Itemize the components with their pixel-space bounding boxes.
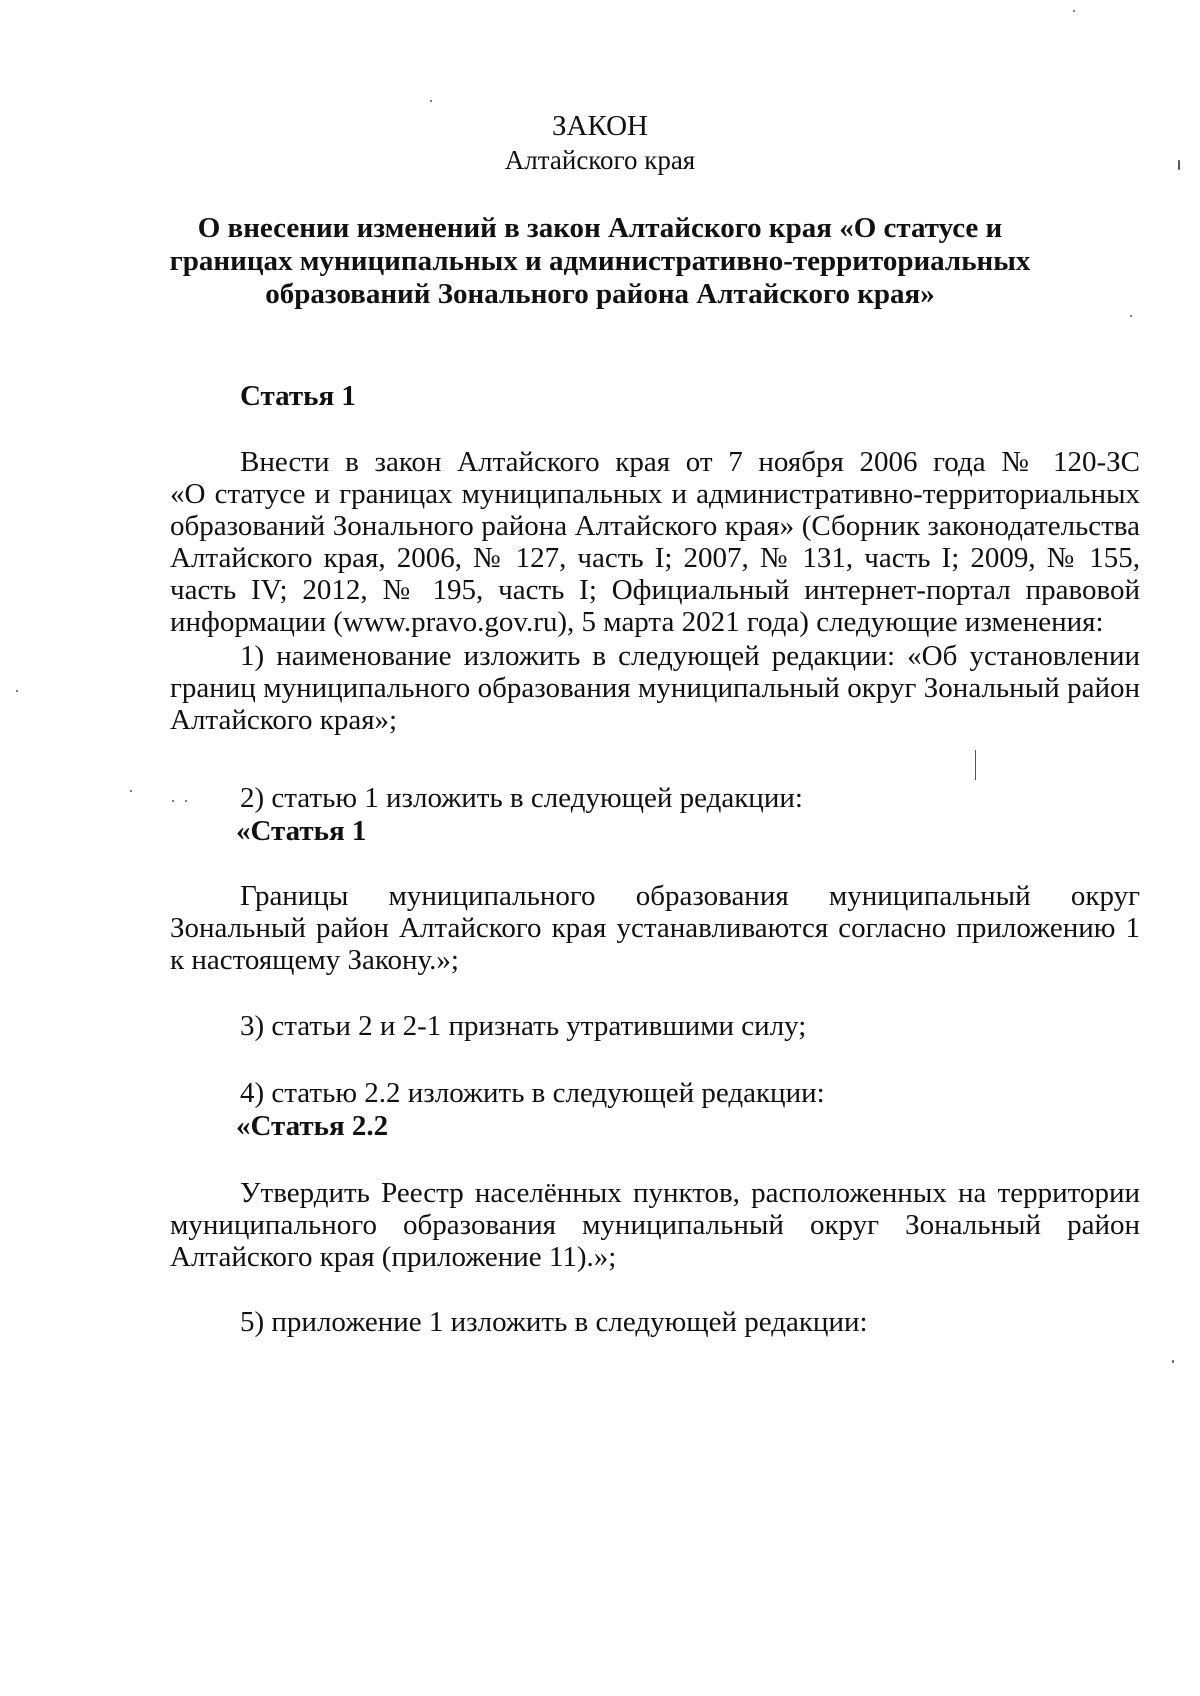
- paragraph-line: Границы муниципального образования муниципальный округ: [240, 880, 1140, 912]
- paragraph-line: «О статусе и границах муниципальных и административно-территориальных: [170, 478, 1140, 510]
- paragraph-line: Алтайского края, 2006, № 127, часть I; 2007, № 131, часть I; 2009, № 155,: [170, 542, 1140, 574]
- scan-speck: [172, 800, 174, 802]
- paragraph-line: муниципального образования муниципальный округ Зональный район: [170, 1209, 1140, 1241]
- doc-title-line: образований Зонального района Алтайского края»: [265, 278, 935, 310]
- amendment-item-1: [170, 640, 1140, 736]
- scan-speck: [130, 790, 132, 792]
- scan-speck: [1073, 10, 1075, 12]
- amended-article-heading: «Статья 2.2: [236, 1110, 389, 1142]
- paragraph-line: Утвердить Реестр населённых пунктов, расположенных на территории: [240, 1177, 1140, 1209]
- amendment-item-2: 2) статью 1 изложить в следующей редакции:: [240, 782, 803, 814]
- article-intro-paragraph: [170, 446, 1140, 638]
- paragraph-line: 1) наименование изложить в следующей редакции: «Об установлении: [240, 640, 1140, 672]
- scan-speck: [185, 800, 187, 802]
- amended-article-2-2-body: [170, 1177, 1140, 1273]
- doc-type: ЗАКОН: [552, 110, 648, 142]
- doc-title-line: границах муниципальных и административно-территориальных: [169, 245, 1031, 277]
- amendment-item-4: 4) статью 2.2 изложить в следующей редакции:: [240, 1077, 825, 1109]
- paragraph-line: Алтайского края (приложение 11).»;: [170, 1241, 617, 1273]
- paragraph-line: Внести в закон Алтайского края от 7 ноября 2006 года № 120-ЗС: [240, 446, 1140, 478]
- paragraph-line: границ муниципального образования муниципальный округ Зональный район: [170, 672, 1140, 704]
- paragraph-line: Зональный район Алтайского края устанавливаются согласно приложению 1: [170, 912, 1140, 944]
- doc-issuer: Алтайского края: [504, 145, 696, 175]
- paragraph-line: к настоящему Закону.»;: [170, 944, 459, 976]
- paragraph-line: часть IV; 2012, № 195, часть I; Официальный интернет-портал правовой: [170, 574, 1140, 606]
- article-heading: Статья 1: [240, 380, 356, 412]
- amendment-item-5: 5) приложение 1 изложить в следующей редакции:: [240, 1306, 868, 1338]
- amendment-item-3: 3) статьи 2 и 2-1 признать утратившими силу;: [240, 1010, 807, 1042]
- paragraph-line: информации (www.pravo.gov.ru), 5 марта 2021 года) следующие изменения:: [170, 606, 1104, 638]
- scan-speck: [16, 690, 18, 692]
- doc-title-line: О внесении изменений в закон Алтайского края «О статусе и: [197, 212, 1003, 244]
- scan-speck: [1178, 160, 1180, 170]
- paragraph-line: образований Зонального района Алтайского края» (Сборник законодательства: [170, 510, 1140, 542]
- scan-speck: [975, 750, 976, 780]
- amended-article-heading: «Статья 1: [236, 815, 367, 847]
- scan-speck: [1172, 1360, 1174, 1363]
- scan-speck: [430, 100, 432, 102]
- paragraph-line: Алтайского края»;: [170, 704, 398, 736]
- scan-speck: [1130, 315, 1132, 317]
- amended-article-1-body: [170, 880, 1140, 976]
